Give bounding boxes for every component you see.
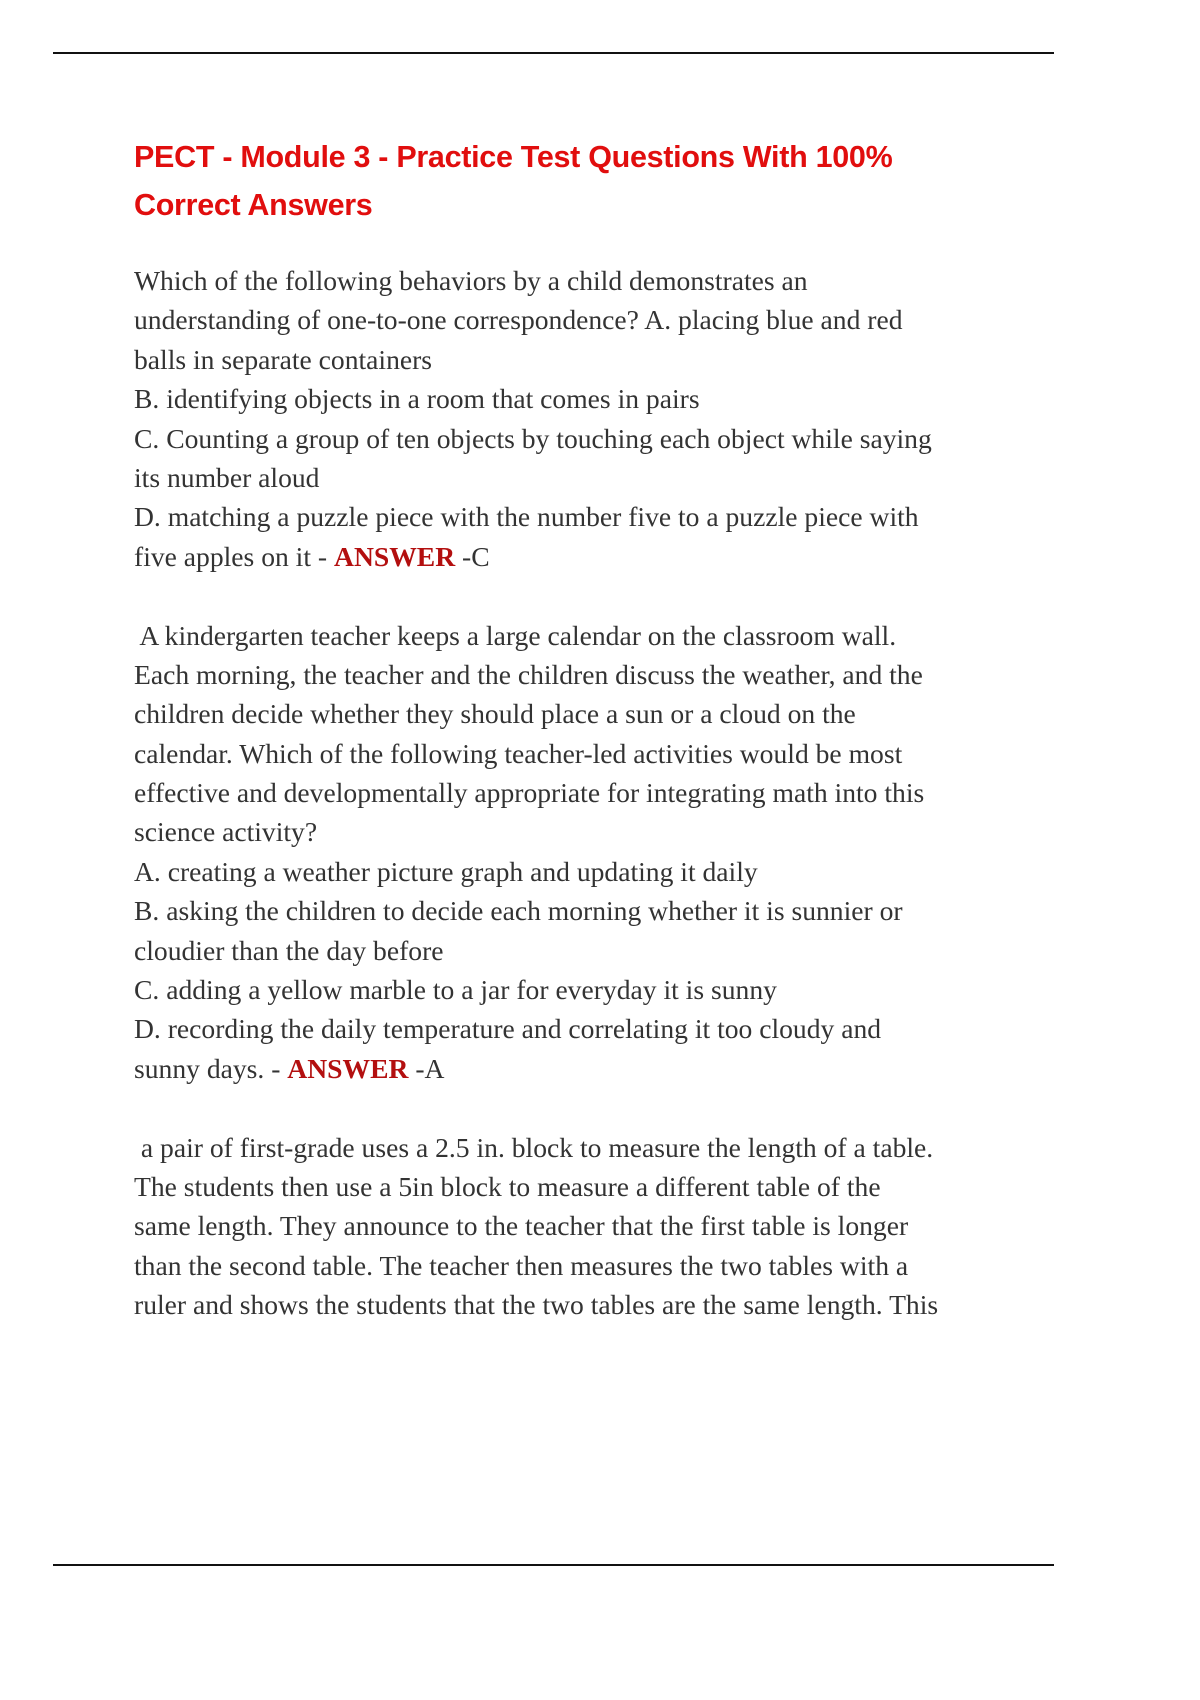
answer-label: ANSWER bbox=[287, 1052, 409, 1084]
text-line: its number aloud bbox=[134, 461, 320, 493]
question-2 bbox=[134, 616, 938, 1089]
text-line: A. creating a weather picture graph and updating it daily bbox=[134, 855, 758, 887]
text-line: calendar. Which of the following teacher-led activities would be most bbox=[134, 737, 903, 769]
title-line: Correct Answers bbox=[134, 188, 373, 222]
text-line: Each morning, the teacher and the children discuss the weather, and the bbox=[134, 658, 923, 690]
answer-value: -A bbox=[408, 1052, 445, 1084]
document-body bbox=[134, 261, 938, 1325]
answer-prefix: five apples on it - bbox=[134, 540, 335, 572]
answer-line bbox=[134, 537, 938, 576]
title-line: PECT - Module 3 - Practice Test Questions With 100% bbox=[134, 140, 893, 174]
page-title bbox=[134, 133, 892, 229]
text-line: C. adding a yellow marble to a jar for everyday it is sunny bbox=[134, 974, 777, 1006]
answer-prefix: sunny days. - bbox=[134, 1052, 288, 1084]
spacer bbox=[134, 576, 938, 615]
spacer bbox=[134, 1088, 938, 1127]
text-line: B. asking the children to decide each morning whether it is sunnier or bbox=[134, 895, 903, 927]
top-rule bbox=[53, 52, 1054, 54]
question-3 bbox=[134, 1128, 938, 1325]
answer-value: -C bbox=[455, 540, 490, 572]
text-line: D. recording the daily temperature and correlating it too cloudy and bbox=[134, 1013, 882, 1045]
text-line: Which of the following behaviors by a child demonstrates an bbox=[134, 265, 808, 296]
text-line: A kindergarten teacher keeps a large calendar on the classroom wall. bbox=[134, 619, 897, 651]
text-line: D. matching a puzzle piece with the number five to a puzzle piece with bbox=[134, 501, 919, 533]
text-line: B. identifying objects in a room that comes in pairs bbox=[134, 383, 700, 415]
text-line: ruler and shows the students that the two tables are the same length. This bbox=[134, 1289, 939, 1321]
text-line: The students then use a 5in block to measure a different table of the bbox=[134, 1170, 881, 1202]
text-line: understanding of one-to-one correspondence? A. placing blue and red bbox=[134, 304, 903, 336]
text-line: science activity? bbox=[134, 816, 318, 848]
text-line: cloudier than the day before bbox=[134, 934, 444, 966]
text-line: a pair of first-grade uses a 2.5 in. block to measure the length of a table. bbox=[134, 1131, 934, 1163]
text-line: balls in separate containers bbox=[134, 343, 433, 375]
answer-label: ANSWER bbox=[334, 540, 456, 572]
text-line: same length. They announce to the teacher that the first table is longer bbox=[134, 1210, 909, 1242]
text-line: C. Counting a group of ten objects by touching each object while saying bbox=[134, 422, 932, 454]
text-line: than the second table. The teacher then measures the two tables with a bbox=[134, 1249, 909, 1281]
answer-line bbox=[134, 1049, 938, 1088]
question-1 bbox=[134, 261, 938, 576]
text-line: effective and developmentally appropriate for integrating math into this bbox=[134, 777, 925, 809]
bottom-rule bbox=[53, 1564, 1054, 1566]
text-line: children decide whether they should place a sun or a cloud on the bbox=[134, 698, 856, 730]
